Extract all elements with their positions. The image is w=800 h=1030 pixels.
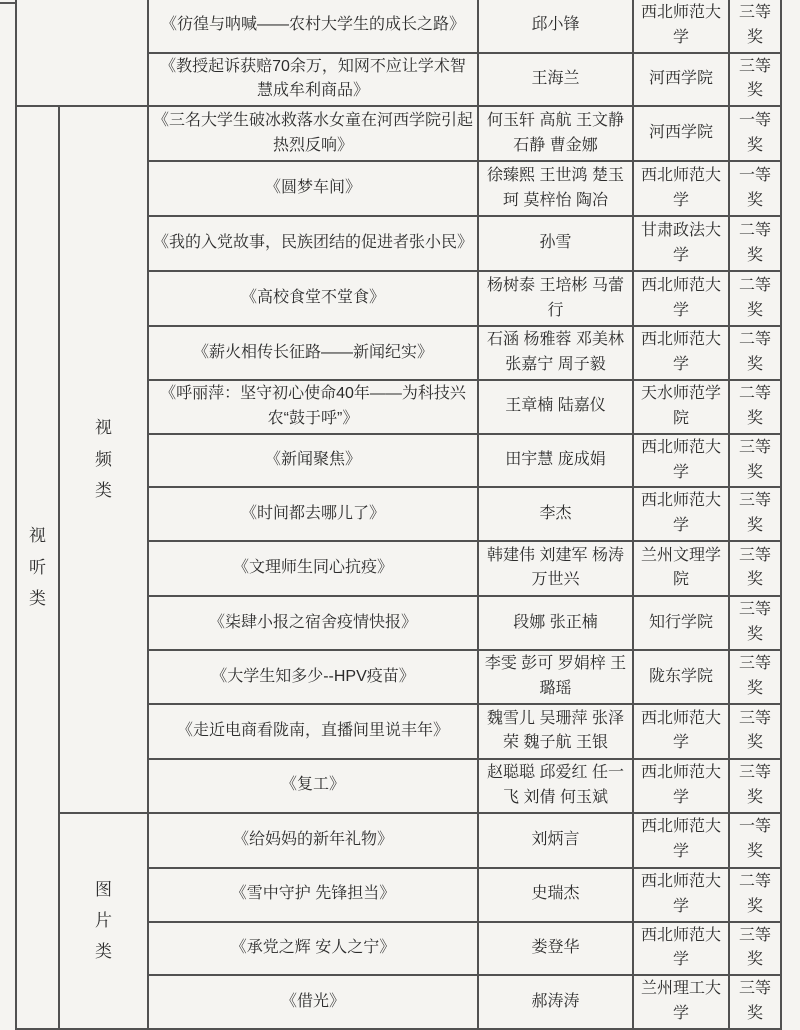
institution: 西北师范大学 [633,0,729,53]
authors: 王海兰 [478,53,633,107]
institution: 甘肃政法大学 [633,216,729,271]
subcategory-video-cell [59,106,148,812]
work-title: 《柒肆小报之宿舍疫情快报》 [148,596,478,650]
table-row [16,0,781,53]
work-title: 《高校食堂不堂食》 [148,271,478,326]
authors: 田宇慧 庞成娟 [478,434,633,488]
institution: 西北师范大学 [633,868,729,922]
authors: 段娜 张正楠 [478,596,633,650]
authors: 赵聪聪 邱爱红 任一飞 刘倩 何玉斌 [478,759,633,813]
authors: 徐臻熙 王世鸿 楚玉珂 莫梓怡 陶冶 [478,161,633,216]
award-level: 三等奖 [729,487,781,541]
work-title: 《我的入党故事，民族团结的促进者张小民》 [148,216,478,271]
category-audiovisual-label: 视听类 [28,526,46,609]
award-level: 二等奖 [729,380,781,434]
award-level: 三等奖 [729,759,781,813]
work-title: 《彷徨与呐喊——农村大学生的成长之路》 [148,0,478,53]
work-title: 《大学生知多少--HPV疫苗》 [148,650,478,704]
subcategory-photo-label: 图片类 [94,879,112,962]
award-level: 三等奖 [729,0,781,53]
institution: 西北师范大学 [633,922,729,976]
award-level: 三等奖 [729,704,781,759]
work-title: 《文理师生同心抗疫》 [148,541,478,596]
authors: 刘炳言 [478,813,633,868]
award-level: 三等奖 [729,541,781,596]
institution: 西北师范大学 [633,161,729,216]
institution: 河西学院 [633,53,729,107]
institution: 西北师范大学 [633,326,729,380]
work-title: 《呼丽萍：坚守初心使命40年——为科技兴农“鼓于呼”》 [148,380,478,434]
institution: 陇东学院 [633,650,729,704]
award-level: 一等奖 [729,161,781,216]
award-level: 三等奖 [729,922,781,976]
table-row [16,813,781,868]
award-level: 三等奖 [729,434,781,488]
authors: 王章楠 陆嘉仪 [478,380,633,434]
institution: 西北师范大学 [633,434,729,488]
authors: 石涵 杨雅蓉 邓美林 张嘉宁 周子毅 [478,326,633,380]
authors: 李杰 [478,487,633,541]
category-audiovisual-cell [16,106,59,1029]
institution: 河西学院 [633,106,729,161]
work-title: 《给妈妈的新年礼物》 [148,813,478,868]
subcategory-photo-cell [59,813,148,1029]
award-level: 三等奖 [729,975,781,1029]
award-level: 一等奖 [729,106,781,161]
authors: 杨树泰 王培彬 马蕾行 [478,271,633,326]
institution: 西北师范大学 [633,271,729,326]
award-level: 二等奖 [729,216,781,271]
authors: 娄登华 [478,922,633,976]
institution: 西北师范大学 [633,704,729,759]
institution: 西北师范大学 [633,813,729,868]
work-title: 《圆梦车间》 [148,161,478,216]
table-row [16,106,781,161]
institution: 兰州理工大学 [633,975,729,1029]
subcategory-video-label: 视频类 [94,418,112,501]
work-title: 《承党之辉 安人之宁》 [148,922,478,976]
authors: 魏雪儿 吴珊萍 张泽荣 魏子航 王银 [478,704,633,759]
award-level: 二等奖 [729,868,781,922]
award-level: 三等奖 [729,596,781,650]
work-title: 《教授起诉获赔70余万，知网不应让学术智慧成牟利商品》 [148,53,478,107]
award-level: 三等奖 [729,53,781,107]
work-title: 《时间都去哪儿了》 [148,487,478,541]
authors: 何玉轩 高航 王文静 石静 曹金娜 [478,106,633,161]
work-title: 《三名大学生破冰救落水女童在河西学院引起热烈反响》 [148,106,478,161]
award-level: 二等奖 [729,326,781,380]
authors: 邱小锋 [478,0,633,53]
work-title: 《雪中守护 先锋担当》 [148,868,478,922]
previous-section-category-cell [16,0,148,106]
authors: 韩建伟 刘建军 杨涛 万世兴 [478,541,633,596]
work-title: 《薪火相传长征路——新闻纪实》 [148,326,478,380]
work-title: 《走近电商看陇南，直播间里说丰年》 [148,704,478,759]
institution: 天水师范学院 [633,380,729,434]
award-level: 三等奖 [729,650,781,704]
authors: 郝涛涛 [478,975,633,1029]
authors: 孙雪 [478,216,633,271]
institution: 知行学院 [633,596,729,650]
awards-table [15,0,782,1030]
work-title: 《复工》 [148,759,478,813]
institution: 西北师范大学 [633,759,729,813]
institution: 兰州文理学院 [633,541,729,596]
cropped-left-border-stub [0,2,15,4]
work-title: 《借光》 [148,975,478,1029]
award-level: 二等奖 [729,271,781,326]
institution: 西北师范大学 [633,487,729,541]
work-title: 《新闻聚焦》 [148,434,478,488]
authors: 李雯 彭可 罗娟梓 王璐瑶 [478,650,633,704]
authors: 史瑞杰 [478,868,633,922]
award-level: 一等奖 [729,813,781,868]
